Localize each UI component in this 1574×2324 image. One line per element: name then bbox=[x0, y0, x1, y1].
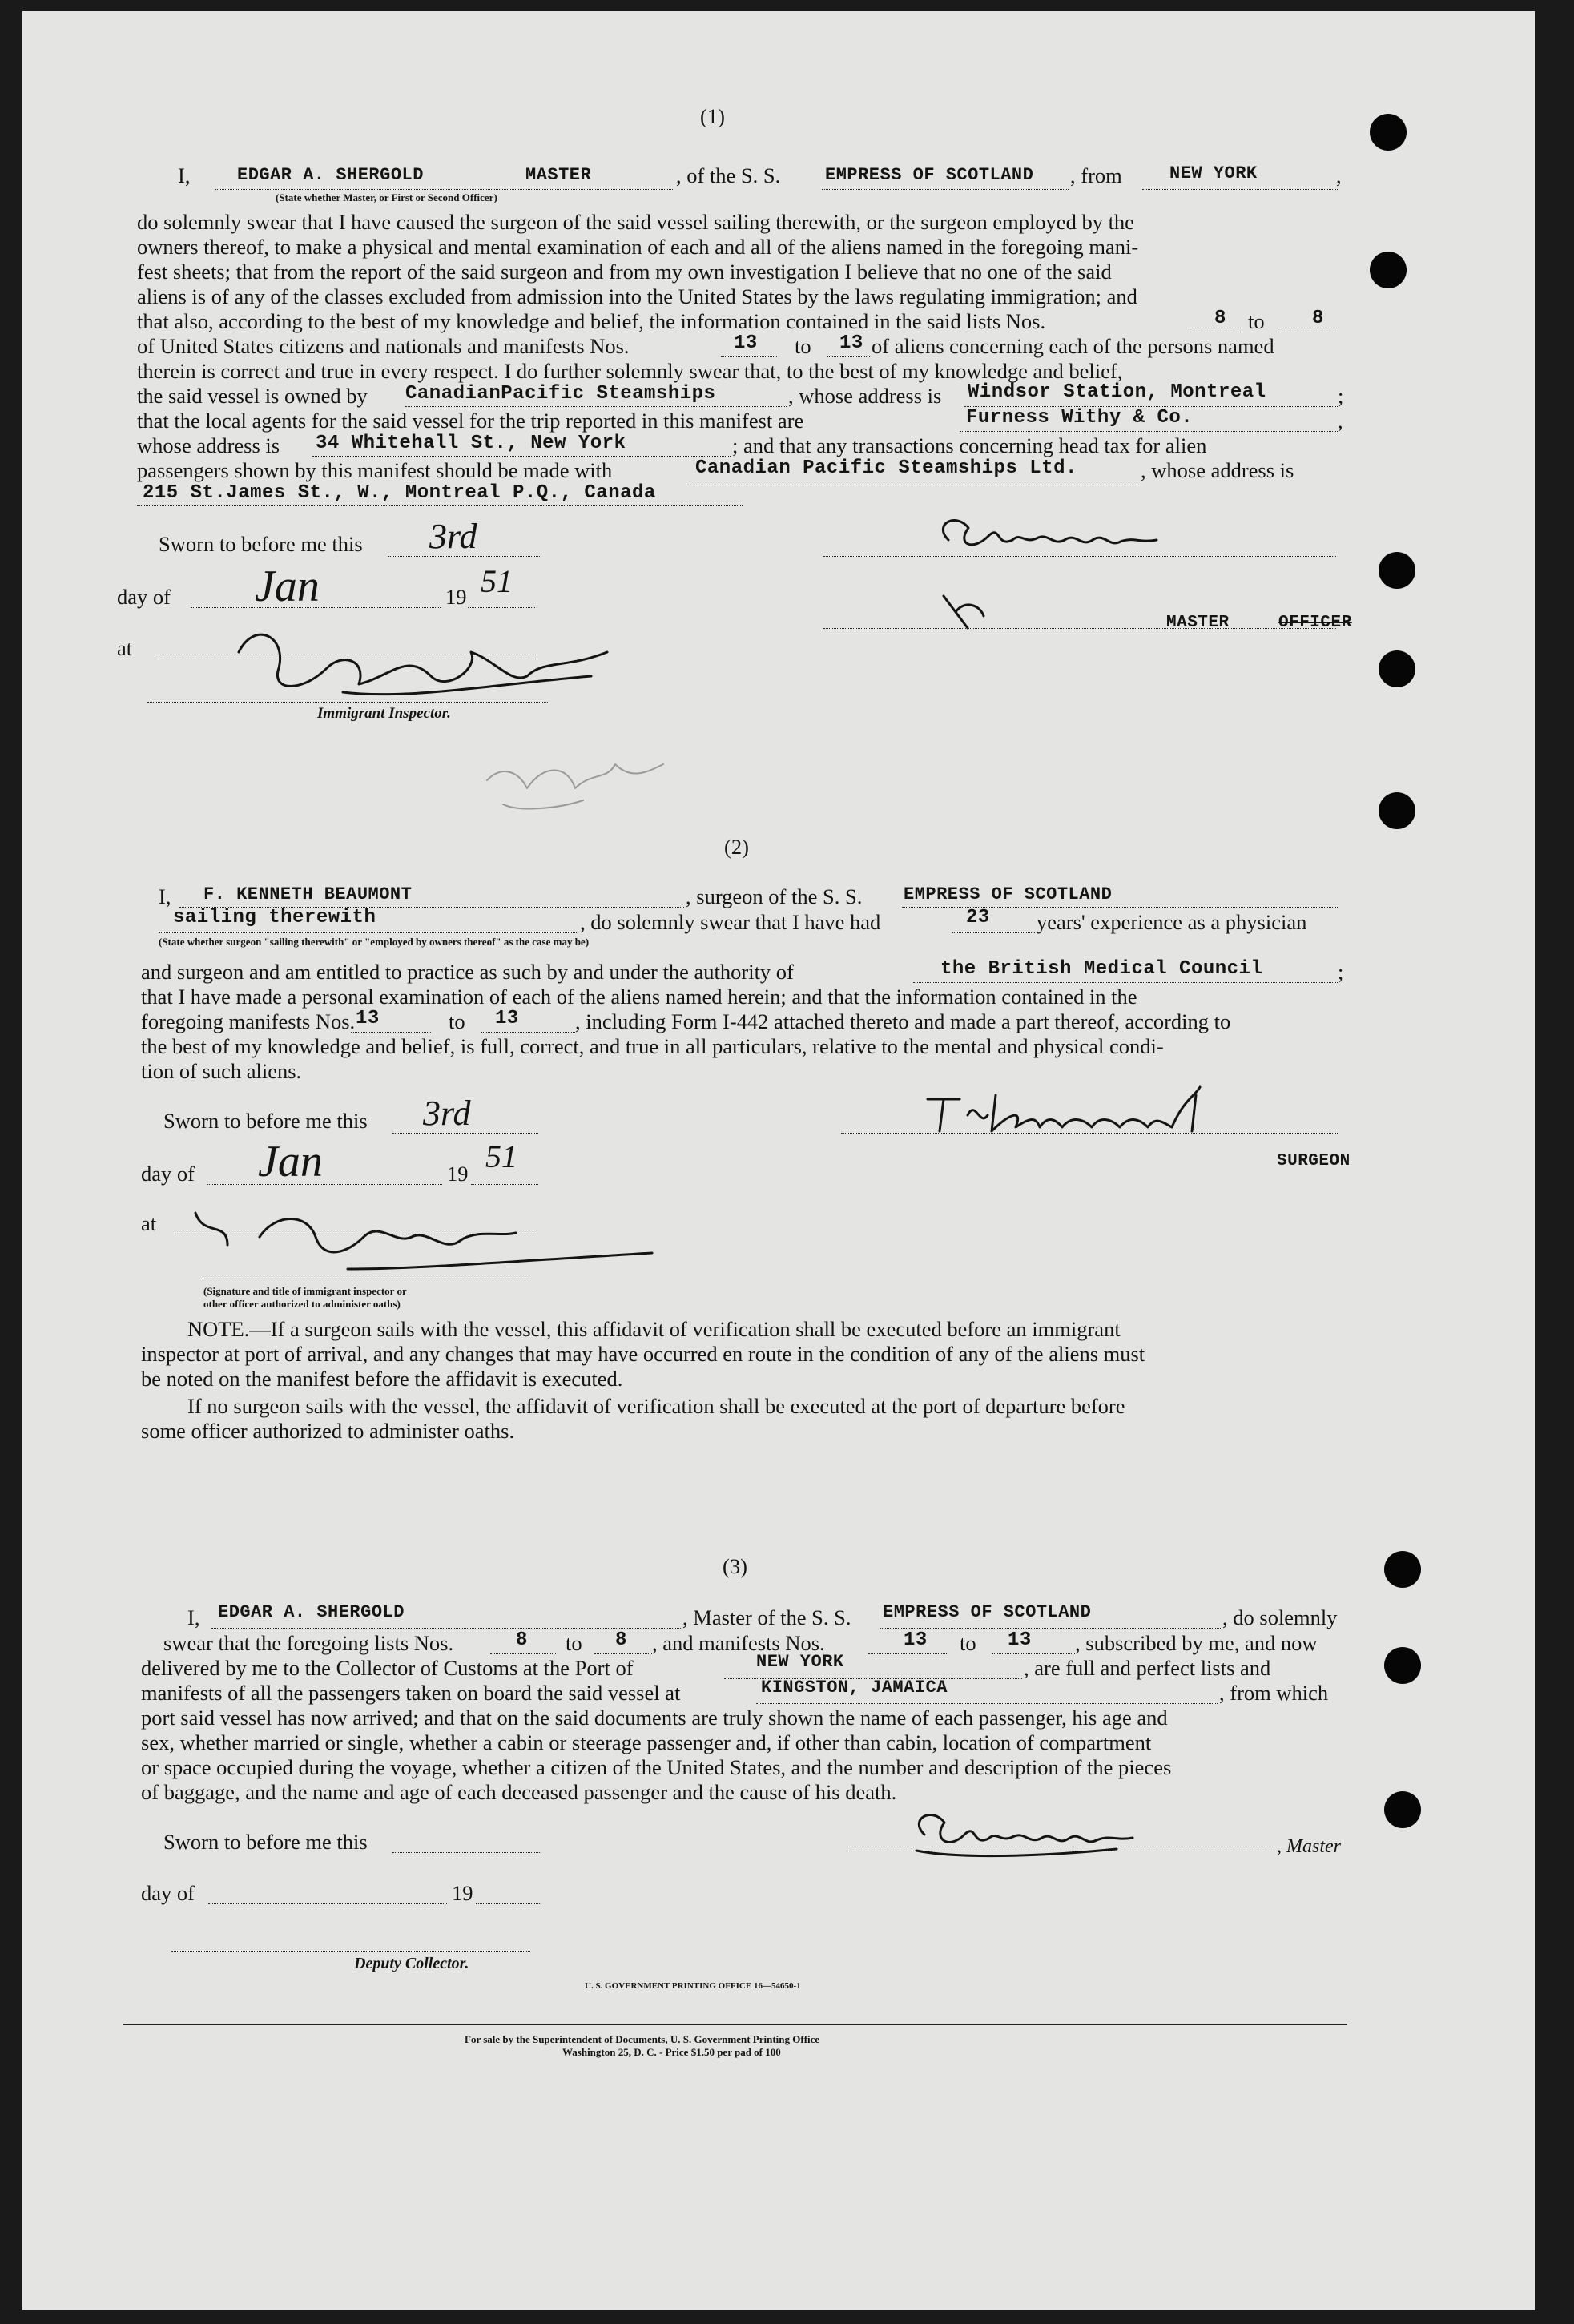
manifests-label: , and manifests Nos. bbox=[652, 1631, 825, 1655]
comma: , bbox=[1338, 409, 1343, 433]
blank-line bbox=[137, 505, 743, 506]
body-line: port said vessel has now arrived; and that on the said documents are truly shown the name of each passenger, his age and bbox=[141, 1706, 1168, 1730]
body-line: tion of such aliens. bbox=[141, 1059, 302, 1083]
month: Jan bbox=[258, 1137, 323, 1186]
blank-line bbox=[208, 1903, 447, 1904]
blank-line bbox=[913, 982, 1339, 983]
note-line: NOTE.—If a surgeon sails with the vessel, this affidavit of verification shall be executed before an immigrant bbox=[187, 1317, 1121, 1341]
body-line: of baggage, and the name and age of each deceased passenger and the cause of his death. bbox=[141, 1780, 897, 1804]
sale-notice: Washington 25, D. C. - Price $1.50 per pad of 100 bbox=[562, 2046, 781, 2058]
section-3-pronoun: I, bbox=[187, 1605, 200, 1629]
master-name: EDGAR A. SHERGOLD bbox=[218, 1602, 405, 1622]
body-line: sex, whether married or single, whether a cabin or steerage passenger and, if other than cabin, location of compartment bbox=[141, 1730, 1152, 1754]
to-word: to bbox=[795, 334, 811, 358]
master-title: MASTER bbox=[1166, 614, 1230, 632]
section-3-ship-name: EMPRESS OF SCOTLAND bbox=[883, 1602, 1092, 1622]
semicolon: ; bbox=[1338, 384, 1344, 408]
punch-hole bbox=[1379, 792, 1415, 829]
from-port-line bbox=[1142, 189, 1339, 190]
section-2-ship-name: EMPRESS OF SCOTLAND bbox=[904, 884, 1113, 904]
body-line: of United States citizens and nationals and manifests Nos. bbox=[137, 334, 630, 358]
blank-line bbox=[405, 406, 787, 407]
blank-line bbox=[392, 1852, 541, 1853]
year-prefix: 19 bbox=[452, 1881, 473, 1905]
section-2-number: (2) bbox=[724, 835, 749, 859]
struck-officer-title: OFFICER bbox=[1278, 614, 1352, 632]
delivered-label: delivered by me to the Collector of Customs at the Port of bbox=[141, 1656, 634, 1680]
punch-hole bbox=[1384, 1647, 1421, 1684]
agents-label: that the local agents for the said vessel for the trip reported in this manifest are bbox=[137, 409, 804, 433]
day-of-label: day of bbox=[141, 1162, 195, 1186]
to-word: to bbox=[566, 1631, 582, 1655]
day-of-label: day of bbox=[141, 1881, 195, 1905]
head-tax-text: ; and that any transactions concerning head tax for alien bbox=[732, 433, 1207, 457]
blank-line bbox=[827, 356, 870, 357]
to-word: to bbox=[960, 1631, 976, 1655]
manifest-affidavit-page bbox=[22, 11, 1535, 2310]
year-suffix: 51 bbox=[481, 563, 513, 599]
lists-to: 8 bbox=[1312, 308, 1324, 329]
manifests-tail: , including Form I-442 attached thereto and made a part thereof, according to bbox=[575, 1009, 1231, 1033]
blank-line bbox=[952, 932, 1035, 933]
swear-label: swear that the foregoing lists Nos. bbox=[163, 1631, 454, 1655]
master-name: EDGAR A. SHERGOLD bbox=[237, 165, 424, 185]
manifests-label: foregoing manifests Nos. bbox=[141, 1009, 356, 1033]
body-line: of aliens concerning each of the persons named bbox=[872, 334, 1274, 358]
ship-name-line bbox=[822, 189, 1069, 190]
from-port: NEW YORK bbox=[1169, 163, 1258, 183]
punch-hole bbox=[1384, 1551, 1421, 1588]
surgeon-of-label: , surgeon of the S. S. bbox=[686, 884, 863, 908]
at-label: at bbox=[117, 636, 133, 660]
blank-line bbox=[207, 1184, 442, 1185]
manifests-to: 13 bbox=[495, 1008, 519, 1029]
note-line: be noted on the manifest before the affidavit is executed. bbox=[141, 1367, 623, 1391]
rank-note: (State whether Master, or First or Second Officer) bbox=[276, 191, 497, 203]
sig-caption: (Signature and title of immigrant inspector or bbox=[203, 1285, 407, 1297]
stamp-mark bbox=[471, 732, 679, 828]
body-line: or space occupied during the voyage, whether a citizen of the United States, and the number and description of the pieces bbox=[141, 1755, 1172, 1779]
footer-rule bbox=[123, 2024, 1347, 2025]
signature-flourish bbox=[936, 588, 1000, 636]
blank-line bbox=[868, 1653, 948, 1654]
note-line: inspector at port of arrival, and any changes that may have occurred en route in the condition of any of the aliens must bbox=[141, 1342, 1145, 1366]
to-word: to bbox=[449, 1009, 465, 1033]
sworn-day: 3rd bbox=[429, 517, 477, 556]
master-rank: MASTER bbox=[525, 165, 592, 185]
blank-line bbox=[476, 1903, 541, 1904]
sworn-label: Sworn to before me this bbox=[163, 1109, 368, 1133]
blank-line bbox=[211, 1628, 682, 1629]
punch-hole bbox=[1370, 114, 1407, 151]
body-line: fest sheets; that from the report of the said surgeon and from my own investigation I believe that no one of the said bbox=[137, 260, 1112, 284]
immigrant-inspector-label: Immigrant Inspector. bbox=[317, 705, 451, 722]
head-tax-address: 215 St.James St., W., Montreal P.Q., Canada bbox=[143, 482, 656, 504]
owned-by-label: the said vessel is owned by bbox=[137, 384, 368, 408]
authority: the British Medical Council bbox=[940, 958, 1263, 980]
swear-text: , do solemnly swear that I have had bbox=[580, 910, 881, 934]
blank-line bbox=[960, 431, 1339, 432]
blank-line bbox=[992, 1653, 1075, 1654]
agents-address-label: whose address is bbox=[137, 433, 280, 457]
body-line: the best of my knowledge and belief, is full, correct, and true in all particulars, relative to the mental and physical condi- bbox=[141, 1034, 1164, 1058]
section-1-number: (1) bbox=[700, 104, 725, 128]
gpo-imprint: U. S. GOVERNMENT PRINTING OFFICE 16—54650-1 bbox=[585, 1981, 801, 1991]
blank-line bbox=[159, 932, 578, 933]
sworn-day: 3rd bbox=[423, 1094, 471, 1133]
sailing-status: sailing therewith bbox=[173, 907, 376, 928]
body-line: therein is correct and true in every respect. I do further solemnly swear that, to the best of my knowledge and belief, bbox=[137, 359, 1123, 383]
head-tax-company: Canadian Pacific Steamships Ltd. bbox=[695, 457, 1077, 479]
note-line: some officer authorized to administer oaths. bbox=[141, 1419, 515, 1443]
month: Jan bbox=[255, 562, 320, 611]
year-suffix: 51 bbox=[485, 1138, 517, 1174]
taken-label: manifests of all the passengers taken on board the said vessel at bbox=[141, 1681, 681, 1705]
lists-from: 8 bbox=[516, 1629, 528, 1651]
manifests-from: 13 bbox=[734, 332, 758, 354]
surgeon-title: SURGEON bbox=[1277, 1152, 1351, 1170]
master-name-line bbox=[215, 189, 673, 190]
to-word: to bbox=[1248, 309, 1265, 333]
vessel-owner: CanadianPacific Steamships bbox=[405, 383, 716, 405]
blank-line bbox=[594, 1653, 652, 1654]
semicolon: ; bbox=[1338, 960, 1344, 984]
year-prefix: 19 bbox=[445, 585, 467, 609]
blank-line bbox=[880, 1628, 1222, 1629]
inspector-signature-2 bbox=[179, 1189, 660, 1285]
ship-name: EMPRESS OF SCOTLAND bbox=[825, 165, 1034, 185]
blank-line bbox=[756, 1703, 1218, 1704]
lists-from: 8 bbox=[1214, 308, 1226, 329]
taken-port: KINGSTON, JAMAICA bbox=[761, 1678, 948, 1698]
from-label: , from bbox=[1070, 163, 1122, 187]
body-line: aliens is of any of the classes excluded from admission into the United States by the laws regulating immigration; and bbox=[137, 284, 1137, 308]
body-line: that also, according to the best of my knowledge and belief, the information contained in the said lists Nos. bbox=[137, 309, 1046, 333]
manifests-to: 13 bbox=[1008, 1629, 1032, 1651]
punch-hole bbox=[1370, 252, 1407, 288]
years-text: years' experience as a physician bbox=[1037, 910, 1307, 934]
subscribed: , subscribed by me, and now bbox=[1075, 1631, 1318, 1655]
inspector-signature bbox=[207, 604, 623, 716]
owner-address-label: , whose address is bbox=[788, 384, 942, 408]
section-3-number: (3) bbox=[723, 1554, 747, 1578]
sworn-label: Sworn to before me this bbox=[159, 532, 363, 556]
surgeon-name: F. KENNETH BEAUMONT bbox=[203, 884, 413, 904]
sale-notice: For sale by the Superintendent of Documents, U. S. Government Printing Office bbox=[465, 2033, 820, 2045]
blank-line bbox=[471, 1184, 538, 1185]
body-line: that I have made a personal examination of each of the aliens named herein; and that the information contained in the bbox=[141, 985, 1137, 1009]
punch-hole bbox=[1379, 650, 1415, 687]
local-agents: Furness Withy & Co. bbox=[966, 407, 1194, 429]
authority-label: and surgeon and am entitled to practice as such by and under the authority of bbox=[141, 960, 794, 984]
manifests-from: 13 bbox=[356, 1008, 380, 1029]
section-1-pronoun: I, bbox=[178, 163, 191, 187]
punch-hole bbox=[1384, 1791, 1421, 1828]
solemnly: , do solemnly bbox=[1222, 1605, 1338, 1629]
deputy-collector-label: Deputy Collector. bbox=[354, 1955, 469, 1972]
master-label: , Master bbox=[1277, 1836, 1341, 1857]
owner-address: Windsor Station, Montreal bbox=[968, 381, 1266, 403]
blank-line bbox=[147, 702, 548, 703]
sworn-label: Sworn to before me this bbox=[163, 1830, 368, 1854]
note-line: If no surgeon sails with the vessel, the affidavit of verification shall be executed at the port of departure before bbox=[187, 1394, 1125, 1418]
of-ship-label: , of the S. S. bbox=[676, 163, 781, 187]
master-of-label: , Master of the S. S. bbox=[682, 1605, 851, 1629]
day-of-label: day of bbox=[117, 585, 171, 609]
blank-line bbox=[490, 1653, 556, 1654]
signature-line bbox=[171, 1951, 530, 1952]
blank-line bbox=[721, 356, 777, 357]
body-line: do solemnly swear that I have caused the surgeon of the said vessel sailing therewith, or the surgeon employed by the bbox=[137, 210, 1134, 234]
agents-address: 34 Whitehall St., New York bbox=[316, 433, 626, 454]
years-experience: 23 bbox=[966, 907, 990, 928]
head-tax-address-label: , whose address is bbox=[1141, 458, 1294, 482]
taken-tail: , from which bbox=[1219, 1681, 1329, 1705]
title-line bbox=[823, 628, 1336, 629]
blank-line bbox=[351, 1032, 431, 1033]
blank-line bbox=[481, 1032, 575, 1033]
manifests-from: 13 bbox=[904, 1629, 928, 1651]
passengers-label: passengers shown by this manifest should be made with bbox=[137, 458, 613, 482]
at-label: at bbox=[141, 1211, 157, 1235]
body-line: owners thereof, to make a physical and mental examination of each and all of the aliens named in the foregoing mani- bbox=[137, 235, 1139, 259]
comma: , bbox=[1336, 163, 1342, 187]
year-prefix: 19 bbox=[447, 1162, 469, 1186]
manifests-to: 13 bbox=[839, 332, 863, 354]
delivered-port: NEW YORK bbox=[756, 1652, 844, 1672]
status-note: (State whether surgeon "sailing therewith" or "employed by owners thereof" as the case may be) bbox=[159, 936, 590, 948]
section-2-pronoun: I, bbox=[159, 884, 171, 908]
sig-caption: other officer authorized to administer oaths) bbox=[203, 1298, 401, 1310]
lists-to: 8 bbox=[615, 1629, 627, 1651]
blank-line bbox=[312, 456, 731, 457]
punch-hole bbox=[1379, 552, 1415, 589]
delivered-tail: , are full and perfect lists and bbox=[1024, 1656, 1271, 1680]
